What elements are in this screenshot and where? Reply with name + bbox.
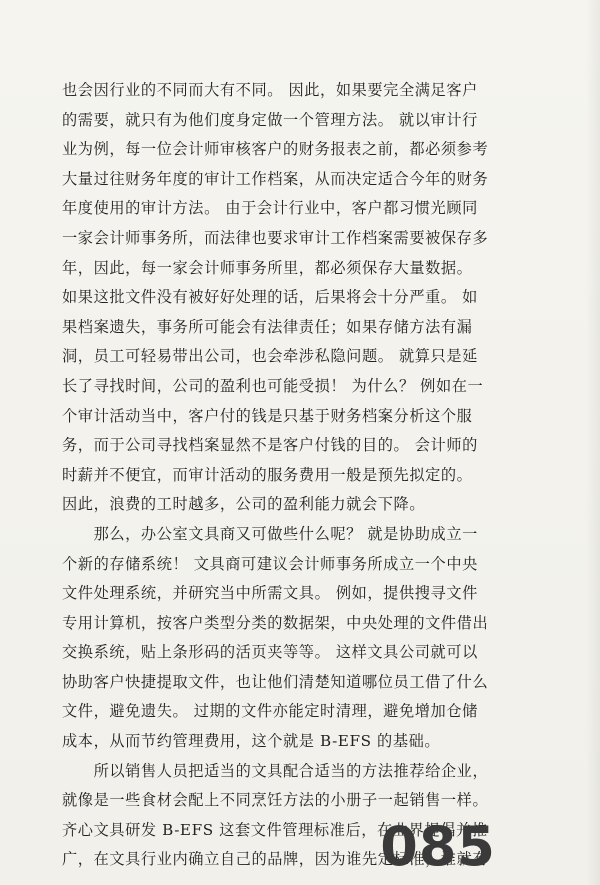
- text-line: 广，在文具行业内确立自己的品牌，因为谁先定标准，谁就有: [62, 850, 489, 869]
- paragraph-start-line: 那么，办公室文具商又可做些什么呢？ 就是协助成立一: [62, 524, 478, 543]
- text-line: 长了寻找时间，公司的盈利也可能受损！ 为什么？ 例如在一: [62, 376, 484, 395]
- body-text: [62, 76, 542, 878]
- text-line: 也会因行业的不同而大有不同。 因此，如果要完全满足客户: [62, 81, 478, 99]
- text-line: 如果这批文件没有被好好处理的话，后果将会十分严重。 如: [62, 288, 478, 307]
- text-line: 年度使用的审计方法。 由于会计行业中，客户都习惯光顾同: [62, 199, 478, 218]
- text-line: 洞，员工可轻易带出公司，也会牵涉私隐问题。 就算只是延: [62, 347, 478, 366]
- text-line: 文件处理系统，并研究当中所需文具。 例如，提供搜寻文件: [62, 584, 478, 603]
- text-line: 成本，从而节约管理费用，这个就是 B-EFS 的基础。: [62, 732, 441, 751]
- text-line: 一家会计师事务所，而法律也要求审计工作档案需要被保存多: [62, 228, 489, 247]
- text-line: 果档案遗失，事务所可能会有法律责任；如果存储方法有漏: [62, 317, 473, 336]
- text-line: 专用计算机，按客户类型分类的数据架，中央处理的文件借出: [62, 613, 489, 632]
- text-line: 务，而于公司寻找档案显然不是客户付钱的目的。 会计师的: [62, 436, 478, 455]
- page-edge-shadow: [586, 0, 600, 885]
- text-line: 年，因此，每一家会计师事务所里，都必须保存大量数据。: [62, 258, 473, 277]
- text-line: 因此，浪费的工时越多，公司的盈利能力就会下降。: [62, 495, 426, 514]
- text-line: 的需要，就只有为他们度身定做一个管理方法。 就以审计行: [62, 110, 478, 129]
- text-line: 交换系统，贴上条形码的活页夹等等。 这样文具公司就可以: [62, 643, 478, 662]
- text-line: 齐心文具研发 B-EFS 这套文件管理标准后，在业界提倡并推: [62, 820, 488, 839]
- text-line: 个新的存储系统！ 文具商可建议会计师事务所成立一个中央: [62, 554, 478, 573]
- text-line: 大量过往财务年度的审计工作档案，从而决定适合今年的财务: [62, 169, 489, 188]
- page-number: 085: [380, 815, 496, 878]
- text-line: 就像是一些食材会配上不同烹饪方法的小册子一起销售一样。: [62, 791, 489, 810]
- text-line: 协助客户快捷提取文件，也让他们清楚知道哪位员工借了什么: [62, 672, 489, 691]
- text-line: 业为例，每一位会计师审核客户的财务报表之前，都必须参考: [62, 140, 489, 159]
- text-line: 时薪并不便宜，而审计活动的服务费用一般是预先拟定的。: [62, 465, 473, 484]
- paragraph-start-line: 所以销售人员把适当的文具配合适当的方法推荐给企业，: [62, 761, 489, 780]
- text-line: 文件，避免遗失。 过期的文件亦能定时清理，避免增加仓储: [62, 702, 478, 721]
- text-line: 个审计活动当中，客户付的钱是只基于财务档案分析这个服: [62, 406, 473, 425]
